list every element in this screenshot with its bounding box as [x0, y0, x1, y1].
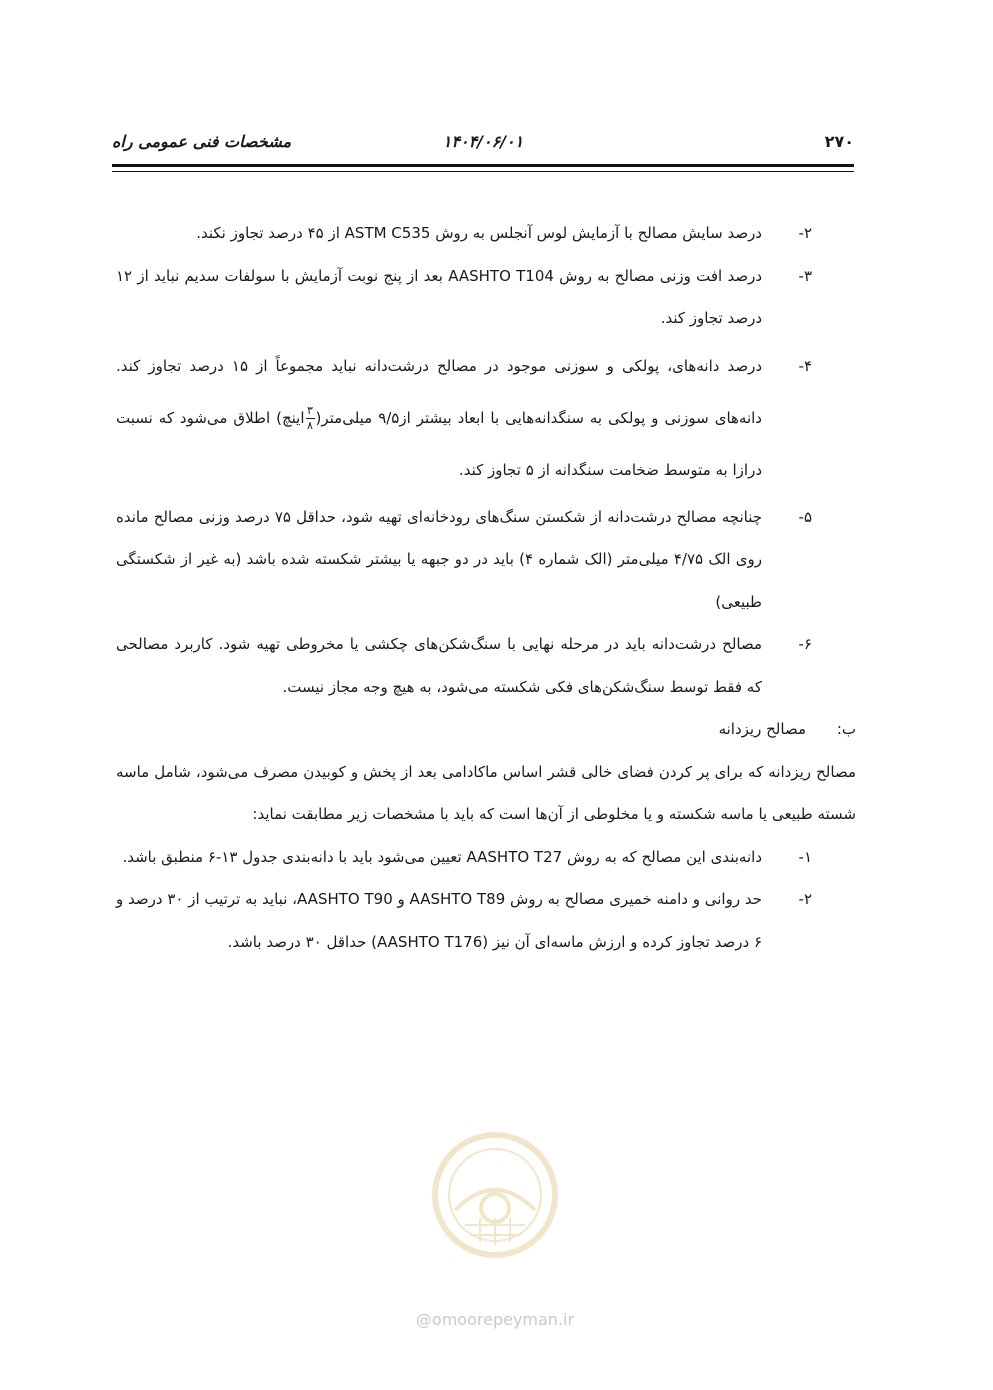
item-text: درصد افت وزنی مصالح به روش AASHTO T104 بعد از پنج نوبت آزمایش با سولفات سدیم نباید از ۱۲ درصد تجاوز کند.: [116, 266, 762, 327]
section-intro: مصالح ریزدانه که برای پر کردن فضای خالی قشر اساس ماکادامی بعد از پخش و کوبیدن مصرف می‌شود، شامل ماسه شسته طبیعی یا ماسه شکسته و یا مخلوطی از آن‌ها است که باید با مشخصات زیر مطابقت نماید:: [116, 762, 856, 823]
header-rule-thick: [112, 164, 854, 167]
fraction-denominator: ۸: [307, 418, 313, 432]
fraction: [306, 405, 315, 432]
list-item: [116, 212, 812, 255]
item-text: چنانچه مصالح درشت‌دانه از شکستن سنگ‌های رودخانه‌ای تهیه شود، حداقل ۷۵ درصد وزنی مصالح مانده روی الک ۴/۷۵ میلی‌متر (الک شماره ۴) باید در دو جبهه یا بیشتر شکسته شده باشد (به غیر از شکستگی طبیعی): [116, 507, 762, 611]
item-text-continued: اینچ) اطلاق می‌شود که نسبت درازا به متوسط ضخامت سنگدانه از ۵ تجاوز کند.: [116, 408, 762, 479]
list-item: [116, 836, 812, 879]
item-text: مصالح درشت‌دانه باید در مرحله نهایی با سنگ‌شکن‌های چکشی یا مخروطی تهیه شود. کاربرد مصالحی که فقط توسط سنگ‌شکن‌های فکی شکسته می‌شود، به هیچ وجه مجاز نیست.: [116, 635, 762, 696]
item-text: حد روانی و دامنه خمیری مصالح به روش AASHTO T89 و AASHTO T90، نباید به ترتیب از ۳۰ درصد و ۶ درصد تجاوز کرده و ارزش ماسه‌ای آن نیز (AASHTO T176) حداقل ۳۰ درصد باشد.: [116, 890, 762, 951]
fraction-numerator: ۳: [307, 403, 313, 417]
item-number: ۴-: [798, 356, 812, 375]
section-label: ب:: [836, 720, 856, 738]
list-item: [116, 623, 812, 708]
item-text: درصد دانه‌های، پولکی و سوزنی موجود در مصالح درشت‌دانه نباید مجموعاً از ۱۵ درصد تجاوز کند. دانه‌های سوزنی و پولکی به سنگدانه‌هایی با ابعاد بیشتر از۹/۵ میلی‌متر(: [116, 356, 762, 427]
page-body: [116, 212, 856, 963]
page-header: [112, 132, 854, 158]
item-number: ۲-: [798, 224, 812, 242]
watermark-site: @omoorepeyman.ir: [415, 1310, 575, 1329]
list-item: [116, 496, 812, 624]
item-number: ۲-: [798, 890, 812, 908]
list-item: [116, 878, 812, 963]
section-title: مصالح ریزدانه: [718, 720, 806, 738]
book-title: مشخصات فنی عمومی راه: [112, 132, 292, 151]
list-item: [116, 255, 812, 340]
list-item: [116, 340, 812, 496]
item-number: ۱-: [798, 847, 812, 866]
item-number: ۳-: [798, 266, 812, 285]
page-number: ۲۷۰: [824, 132, 854, 151]
item-number: ۵-: [798, 507, 812, 526]
header-rule-thin: [112, 171, 854, 172]
item-number: ۶-: [798, 635, 812, 653]
section-heading: [116, 708, 856, 751]
item-text: دانه‌بندی این مصالح که به روش AASHTO T27 تعیین می‌شود باید با دانه‌بندی جدول ۱۳-۶ منطبق باشد.: [122, 847, 762, 866]
item-text: درصد سایش مصالح با آزمایش لوس آنجلس به روش ASTM C535 از ۴۵ درصد تجاوز نکند.: [196, 224, 762, 242]
header-date: ۱۴۰۴/۰۶/۰۱: [442, 132, 524, 151]
watermark-logo: [395, 1130, 595, 1260]
